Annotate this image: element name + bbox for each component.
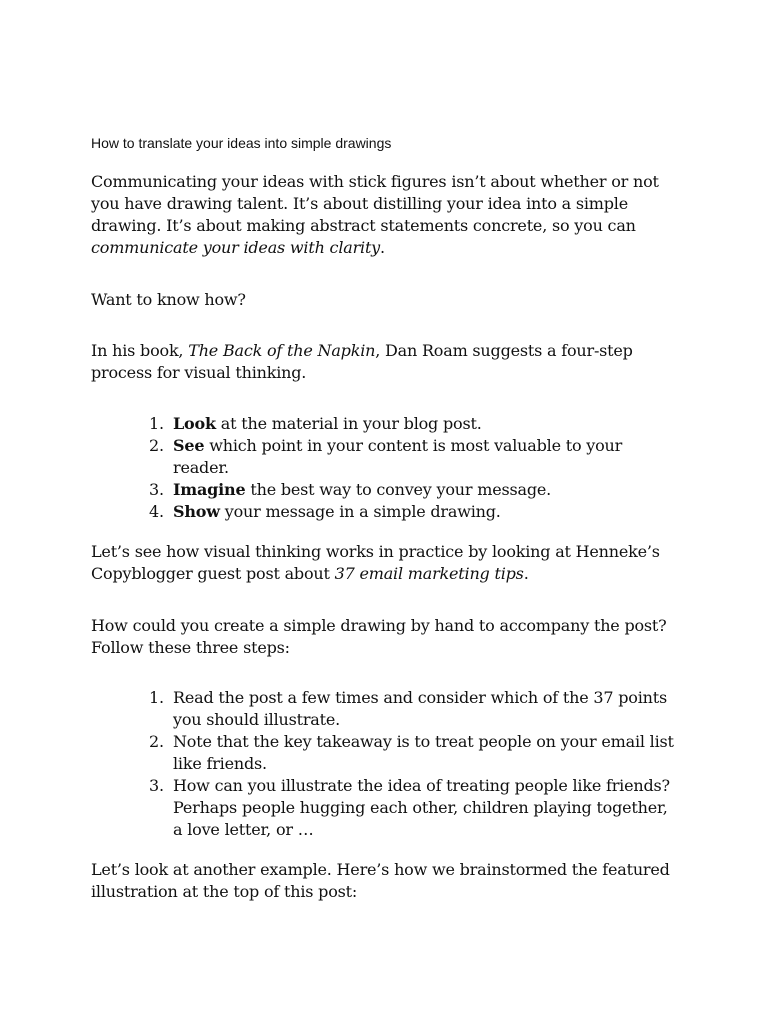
list-item: [91, 435, 681, 479]
practice-text: Let’s see how visual thinking works in practice by looking at Henneke’s Copyblogger guest post about: [91, 542, 660, 583]
list-item: [91, 413, 681, 435]
list-item: [91, 479, 681, 501]
practice-paragraph: [91, 541, 681, 585]
step-text: How can you illustrate the idea of treating people like friends? Perhaps people hugging each other, children playing together, a love letter, or …: [173, 776, 670, 839]
step-text: Note that the key takeaway is to treat people on your email list like friends.: [173, 732, 674, 773]
list-number: 2.: [149, 732, 164, 751]
intro-text: Communicating your ideas with stick figures isn’t about whether or not you have drawing talent. It’s about distilling your idea into a simple drawing. It’s about making abstract statements concrete, so you can: [91, 172, 659, 235]
step-keyword: See: [173, 436, 205, 455]
example-paragraph: [91, 859, 681, 903]
how-paragraph: [91, 615, 681, 659]
book-tail: , Dan Roam suggests a four-step process for visual thinking.: [91, 341, 633, 382]
list-number: 1.: [149, 414, 164, 433]
how-text: How could you create a simple drawing by hand to accompany the post? Follow these three steps:: [91, 616, 667, 657]
intro-emphasis: communicate your ideas with clarity: [91, 238, 381, 257]
question-text: Want to know how?: [91, 290, 246, 309]
post-title: 37 email marketing tips: [334, 564, 524, 583]
book-text: In his book,: [91, 341, 189, 360]
page-heading: How to translate your ideas into simple drawings: [91, 135, 392, 151]
intro-tail: .: [380, 238, 385, 257]
step-keyword: Imagine: [173, 480, 246, 499]
step-text: which point in your content is most valuable to your reader.: [173, 436, 623, 477]
step-text: at the material in your blog post.: [215, 414, 482, 433]
question-paragraph: [91, 289, 681, 311]
step-text: your message in a simple drawing.: [219, 502, 501, 521]
example-text: Let’s look at another example. Here’s how we brainstormed the featured illustration at the top of this post:: [91, 860, 670, 901]
step-keyword: Look: [173, 414, 216, 433]
drawing-steps: [91, 687, 681, 841]
list-item: [91, 775, 681, 841]
list-number: 3.: [149, 480, 164, 499]
list-number: 3.: [149, 776, 164, 795]
intro-paragraph: [91, 171, 681, 259]
list-number: 1.: [149, 688, 164, 707]
step-text: the best way to convey your message.: [245, 480, 552, 499]
visual-thinking-steps: [91, 413, 681, 523]
list-number: 2.: [149, 436, 164, 455]
list-item: [91, 687, 681, 731]
step-text: Read the post a few times and consider which of the 37 points you should illustrate.: [173, 688, 667, 729]
practice-tail: .: [523, 564, 529, 583]
list-number: 4.: [149, 502, 164, 521]
step-keyword: Show: [173, 502, 220, 521]
book-paragraph: [91, 340, 681, 384]
book-title: The Back of the Napkin: [188, 341, 376, 360]
list-item: [91, 731, 681, 775]
list-item: [91, 501, 681, 523]
